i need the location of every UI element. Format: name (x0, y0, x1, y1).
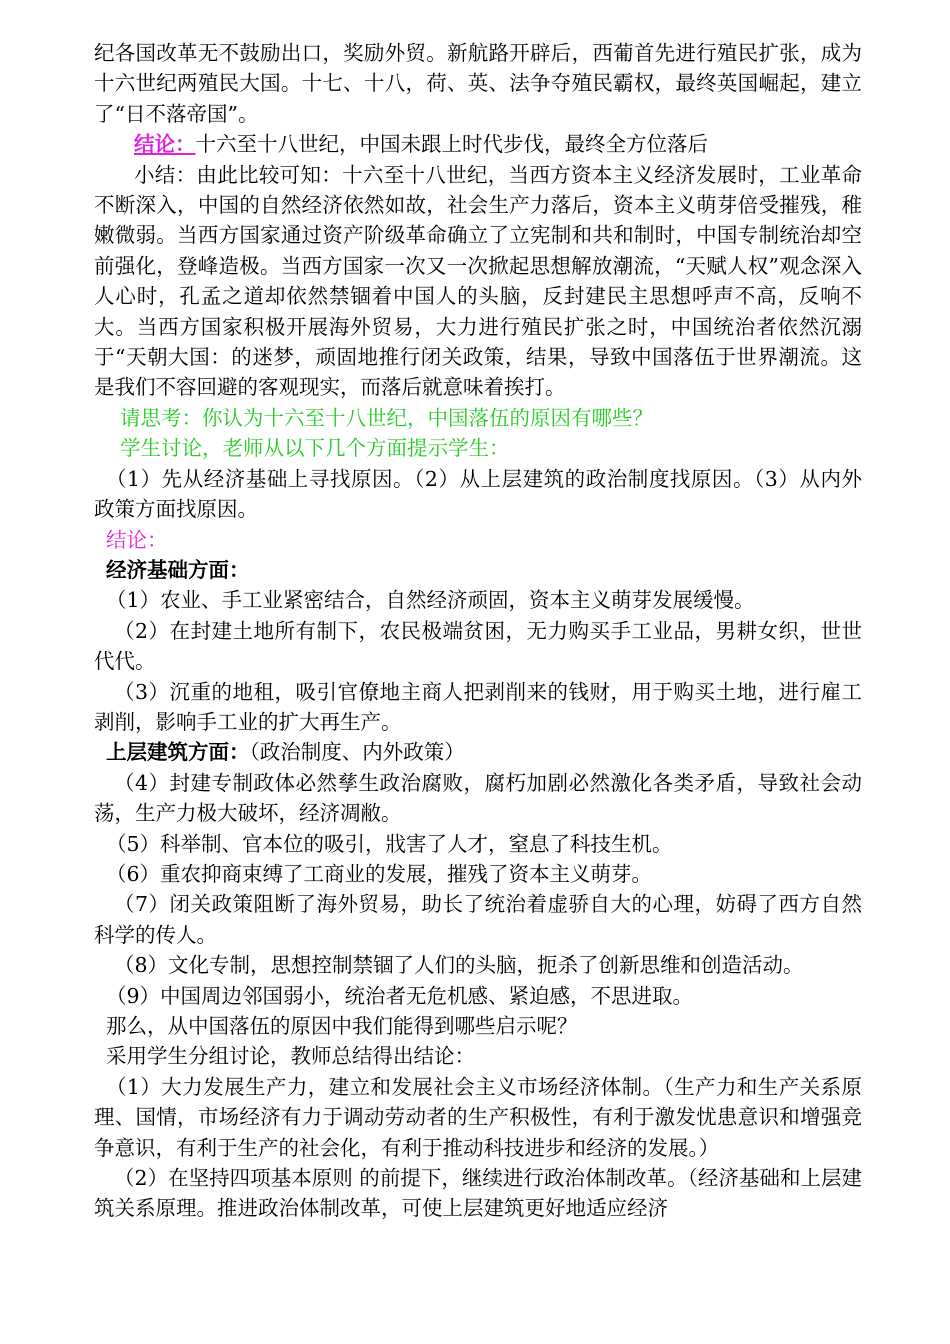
econ-item-2: （2）在封建土地所有制下，农民极端贫困，无力购买手工业品，男耕女织，世世代代。 (94, 618, 862, 674)
lesson-item-1: （1）大力发展生产力，建立和发展社会主义市场经济体制。（生产力和生产关系原理、国情，市场经济有力于调动劳动者的生产积极性，有利于激发忧患意识和增强竞争意识，有利于生产的社会化，有利于推动科技进步和经济的发展。） (94, 1074, 862, 1160)
super-item-4: （4）封建专制政体必然孳生政治腐败，腐朽加剧必然激化各类矛盾，导致社会动荡，生产力极大破坏，经济凋敝。 (94, 770, 862, 826)
superstructure-heading: 上层建筑方面： (106, 740, 250, 765)
lesson-item-2: （2）在坚持四项基本原则 的前提下，继续进行政治体制改革。（经济基础和上层建筑关系原理。推进政治体制改革，可使上层建筑更好地适应经济 (94, 1166, 862, 1221)
hints-paragraph: （1）先从经济基础上寻找原因。（2）从上层建筑的政治制度找原因。（3）从内外政策方面找原因。 (94, 466, 862, 522)
super-item-7: （7）闭关政策阻断了海外贸易，助长了统治着虚骄自大的心理，妨碍了西方自然科学的传人。 (94, 892, 862, 947)
econ-item-1: （1）农业、手工业紧密结合，自然经济顽固，资本主义萌芽发展缓慢。 (106, 588, 755, 613)
superstructure-note: （政治制度、内外政策） (249, 740, 465, 765)
paragraph-colonial: 纪各国改革无不鼓励出口，奖励外贸。新航路开辟后，西葡首先进行殖民扩张，成为十六世纪两殖民大国。十七、十八，荷、英、法争夺殖民霸权，最终英国崛起，建立了“日不落帝国”。 (94, 41, 862, 126)
conclusion-label-2: 结论： (106, 527, 168, 552)
conclusion-text: 十六至十八世纪，中国未跟上时代步伐，最终全方位落后 (195, 132, 708, 157)
super-item-9: （9）中国周边邻国弱小，统治者无危机感、紧迫感，不思进取。 (106, 983, 694, 1008)
think-question: 请思考：你认为十六至十八世纪，中国落伍的原因有哪些？ (120, 405, 653, 430)
conclusion-label: 结论： (134, 132, 196, 157)
econ-item-3: （3）沉重的地租，吸引官僚地主商人把剥削来的钱财，用于购买土地，进行雇工剥削，影响手工业的扩大再生产。 (94, 679, 862, 734)
conclusion-line (94, 129, 862, 159)
group-discussion: 采用学生分组讨论，教师总结得出结论： (106, 1044, 475, 1069)
summary-paragraph: 小结：由此比较可知：十六至十八世纪，当西方资本主义经济发展时，工业革命不断深入，中国的自然经济依然如故，社会生产力落后，资本主义萌芽倍受摧残，稚嫩微弱。当西方国家通过资产阶级革命确立了立宪制和共和制时，中国专制统治却空前强化，登峰造极。当西方国家一次又一次掀起思想解放潮流，“天赋人权”观念深入人心时，孔孟之道却依然禁锢着中国人的头脑，反封建民主思想呼声不高，反响不大。当西方国家积极开展海外贸易，大力进行殖民扩张之时，中国统治者依然沉溺于“天朝大国：的迷梦，顽固地推行闭关政策，结果，导致中国落伍于世界潮流。这是我们不容回避的客观现实，而落后就意味着挨打。 (94, 162, 862, 400)
super-item-5: （5）科举制、官本位的吸引，戕害了人才，窒息了科技生机。 (106, 831, 673, 856)
super-item-6: （6）重农抑商束缚了工商业的发展，摧残了资本主义萌芽。 (106, 861, 653, 886)
lesson-question: 那么，从中国落伍的原因中我们能得到哪些启示呢？ (106, 1014, 578, 1038)
economic-heading: 经济基础方面： (106, 557, 250, 582)
super-item-8: （8）文化专制，思想控制禁锢了人们的头脑，扼杀了创新思维和创造活动。 (114, 953, 804, 978)
discussion-prompt: 学生讨论，老师从以下几个方面提示学生： (120, 436, 510, 461)
superstructure-heading-line (94, 737, 862, 767)
